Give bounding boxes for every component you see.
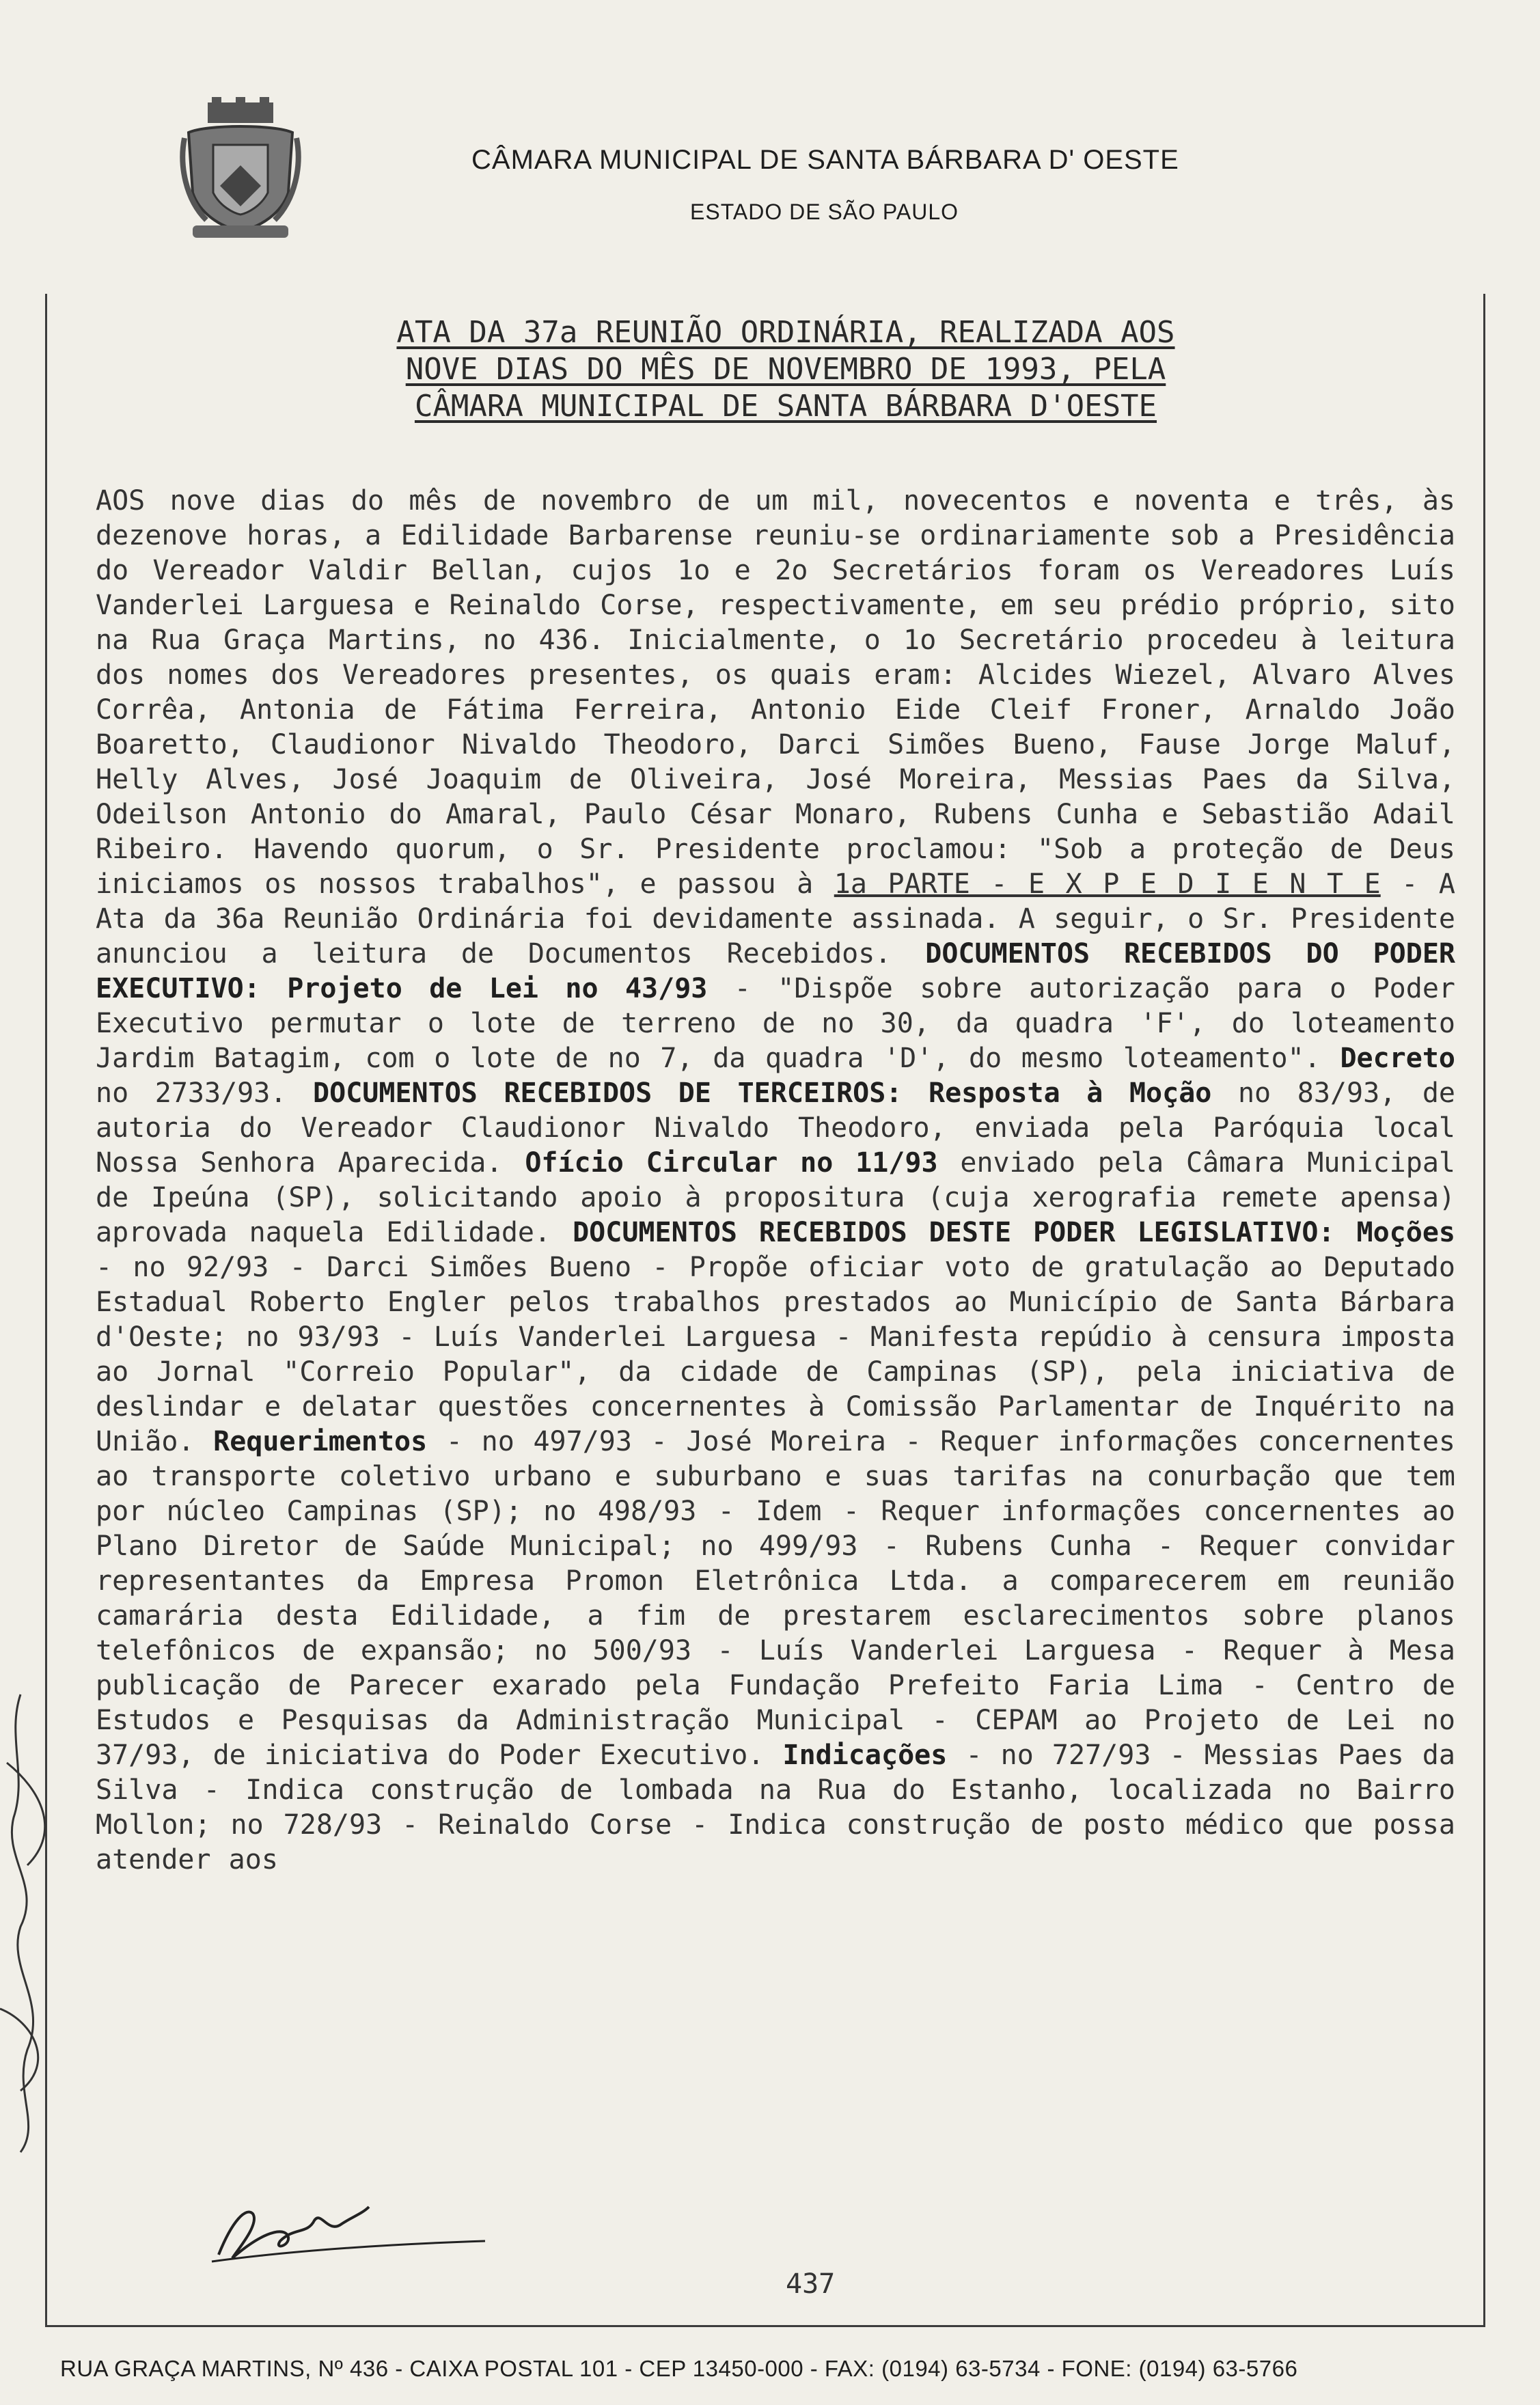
body-section-title: DOCUMENTOS RECEBIDOS DO PODER EXECUTIVO: Projeto de Lei no 43/93 xyxy=(96,938,1455,1004)
body-section-title: Requerimentos xyxy=(213,1426,428,1457)
heading-line-1: ATA DA 37a REUNIÃO ORDINÁRIA, REALIZADA AOS xyxy=(396,315,1175,350)
body-text-segment: - "Dispõe sobre autorização para o Poder Executivo permutar o lote de terreno de no 30, da quadra 'F', do loteamento Jardim Batagim, com o lote de no 7, da quadra 'D', do mesmo loteamento". xyxy=(96,973,1455,1074)
body-text-segment: no 83/93, de autoria do Vereador Claudionor Nivaldo Theodoro, enviada pela Paróquia local Nossa Senhora Aparecida. xyxy=(96,1077,1455,1179)
state-name: ESTADO DE SÃO PAULO xyxy=(690,200,959,224)
signature-icon xyxy=(205,2193,492,2268)
body-section-title: 1a PARTE - E X P E D I E N T E xyxy=(834,868,1381,900)
body-text-segment: no 2733/93. xyxy=(96,1077,287,1109)
body-section-title: Decreto xyxy=(1340,1043,1456,1074)
body-section-title: DOCUMENTOS RECEBIDOS DE TERCEIROS: Resposta à Moção xyxy=(313,1077,1212,1109)
body-section-title: Ofício Circular no 11/93 xyxy=(525,1147,938,1179)
body-text-segment: - no 497/93 - José Moreira - Requer informações concernentes ao transporte coletivo urbano e suburbano e suas tarifas na conurbação que tem por núcleo Campinas (SP); no 498/93 - Idem - Requer informações concernentes ao Plano Diretor de Saúde Municipal; no 499/93 - Rubens Cunha - Requer convidar representantes da Empresa Promon Eletrônica Ltda. a comparecerem em reunião camarária desta Edilidade, a fim de prestarem esclarecimentos sobre planos telefônicos de expansão; no 500/93 - Luís Vanderlei Larguesa - Requer à Mesa publicação de Parecer exarado pela Fundação Prefeito Faria Lima - Centro de Estudos e Pesquisas da Administração Municipal - CEPAM ao Projeto de Lei no 37/93, de iniciativa do Poder Executivo. xyxy=(96,1426,1455,1771)
bottom-border xyxy=(45,2325,1485,2327)
page-number: 437 xyxy=(786,2268,836,2300)
body-text-segment: - no 92/93 - Darci Simões Bueno - Propõe oficiar voto de gratulação ao Deputado Estadual Roberto Engler pelos trabalhos prestados ao Município de Santa Bárbara d'Oeste; no 93/93 - Luís Vanderlei Larguesa - Manifesta repúdio à censura imposta ao Jornal "Correio Popular", da cidade de Campinas (SP), pela iniciativa de deslindar e delatar questões concernentes à Comissão Parlamentar de Inquérito na União. xyxy=(96,1252,1455,1457)
right-border xyxy=(1483,294,1485,2326)
minutes-body xyxy=(96,484,1455,1878)
body-text-segment: - A Ata da 36a Reunião Ordinária foi devidamente assinada. A seguir, o Sr. Presidente anunciou a leitura de Documentos Recebidos. xyxy=(96,868,1455,970)
minutes-heading xyxy=(321,314,1250,425)
margin-signature-icon xyxy=(0,1681,96,2159)
municipal-crest-icon xyxy=(179,97,302,243)
heading-line-2: NOVE DIAS DO MÊS DE NOVEMBRO DE 1993, PELA xyxy=(405,352,1166,387)
footer-address: RUA GRAÇA MARTINS, Nº 436 - CAIXA POSTAL 101 - CEP 13450-000 - FAX: (0194) 63-5734 - FONE: (0194) 63-5766 xyxy=(60,2356,1298,2381)
body-section-title: Indicações xyxy=(782,1740,948,1771)
body-section-title: DOCUMENTOS RECEBIDOS DESTE PODER LEGISLATIVO: Moções xyxy=(573,1217,1455,1248)
body-text-segment: - no 727/93 - Messias Paes da Silva - Indica construção de lombada na Rua do Estanho, localizada no Bairro Mollon; no 728/93 - Reinaldo Corse - Indica construção de posto médico que possa atender aos xyxy=(96,1740,1455,1875)
heading-line-3: CÂMARA MUNICIPAL DE SANTA BÁRBARA D'OESTE xyxy=(414,389,1157,424)
body-text-segment: enviado pela Câmara Municipal de Ipeúna (SP), solicitando apoio à propositura (cuja xerografia remete apensa) aprovada naquela Edilidade. xyxy=(96,1147,1455,1248)
body-text-segment: AOS nove dias do mês de novembro de um mil, novecentos e noventa e três, às dezenove horas, a Edilidade Barbarense reuniu-se ordinariamente sob a Presidência do Vereador Valdir Bellan, cujos 1o e 2o Secretários foram os Vereadores Luís Vanderlei Larguesa e Reinaldo Corse, respectivamente, em seu prédio próprio, sito na Rua Graça Martins, no 436. Inicialmente, o 1o Secretário procedeu à leitura dos nomes dos Vereadores presentes, os quais eram: Alcides Wiezel, Alvaro Alves Corrêa, Antonia de Fátima Ferreira, Antonio Eide Cleif Froner, Arnaldo João Boaretto, Claudionor Nivaldo Theodoro, Darci Simões Bueno, Fause Jorge Maluf, Helly Alves, José Joaquim de Oliveira, José Moreira, Messias Paes da Silva, Odeilson Antonio do Amaral, Paulo César Monaro, Rubens Cunha e Sebastião Adail Ribeiro. Havendo quorum, o Sr. Presidente proclamou: "Sob a proteção de Deus iniciamos os nossos trabalhos", e passou à xyxy=(96,485,1455,900)
institution-name: CÂMARA MUNICIPAL DE SANTA BÁRBARA D' OESTE xyxy=(471,145,1179,175)
